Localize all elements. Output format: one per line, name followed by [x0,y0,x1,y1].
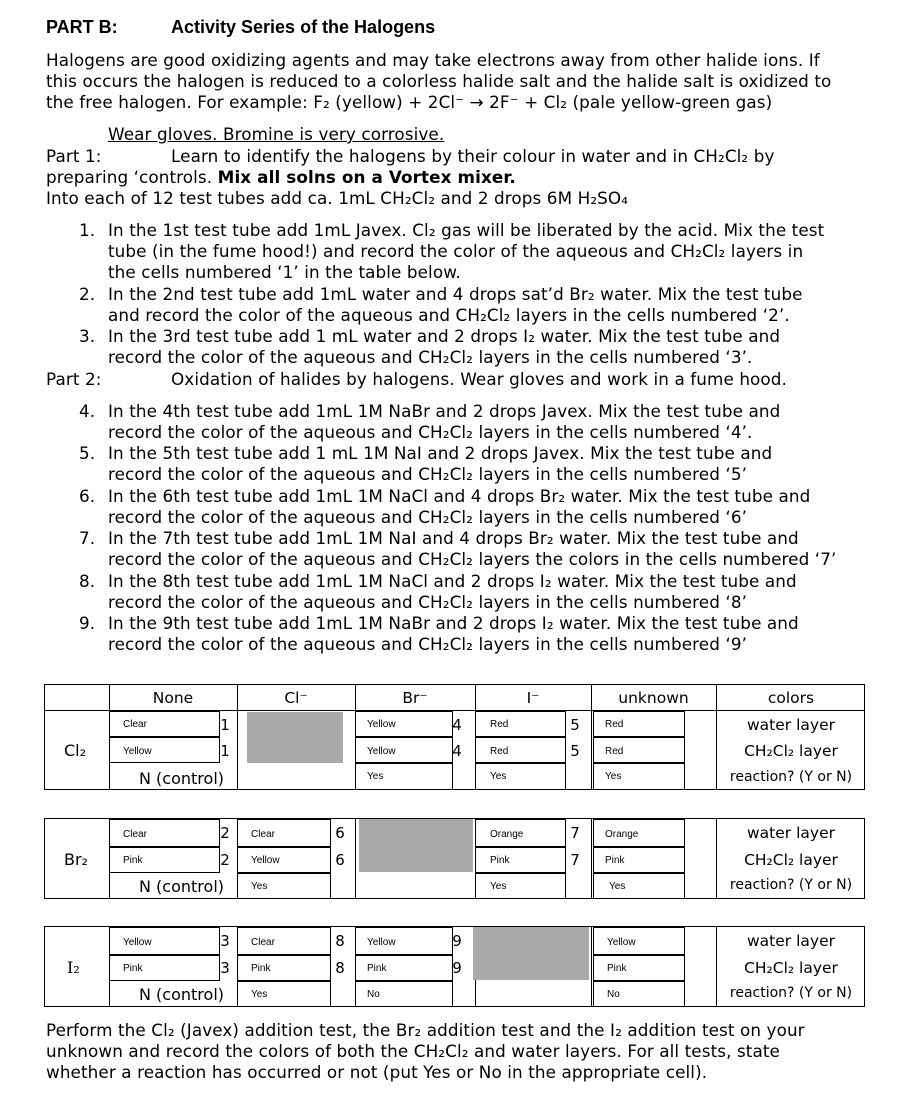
cell-number: 2 [220,824,230,842]
header-colors: colors [767,689,815,707]
cell-value: Yes [605,771,622,782]
control-label: N (control) [139,877,224,896]
step-text: record the color of the aqueous and CH₂Cl₂ layers in the cells numbered ‘3’. [108,347,753,367]
step-text: the cells numbered ‘1’ in the table below. [108,262,461,282]
cell-number: 3 [220,959,230,977]
cell-value: Yes [490,771,507,782]
step-number: 6. [79,486,96,506]
part2-label: Part 2: [46,369,102,389]
cell-value: Yellow [251,855,280,866]
cell-number: 6 [335,824,345,842]
cell-number: 4 [452,716,462,734]
footer-text: Perform the Cl₂ (Javex) addition test, the Br₂ addition test and the I₂ addition test on your [46,1020,805,1040]
step-text: In the 4th test tube add 1mL 1M NaBr and 2 drops Javex. Mix the test tube and [108,401,781,421]
cell-value: Clear [123,829,147,840]
label-reaction: reaction? (Y or N) [729,985,853,1001]
table-br2 [44,818,865,899]
control-label: N (control) [139,985,224,1004]
intro-line: Halogens are good oxidizing agents and may take electrons away from other halide ions. If [46,50,820,70]
intro-line: the free halogen. For example: F₂ (yellow) + 2Cl⁻ → 2F⁻ + Cl₂ (pale yellow-green gas) [46,92,773,112]
cell-value: Yellow [123,937,152,948]
cell-value: Clear [251,937,275,948]
cell-value: Red [605,746,624,757]
unknown-reaction-cell[interactable] [593,873,685,899]
step-text: In the 8th test tube add 1mL 1M NaCl and 2 drops I₂ water. Mix the test tube and [108,571,797,591]
cell-value: Yes [609,881,626,892]
cell-value: Orange [490,829,524,840]
cell-number: 8 [335,932,345,950]
intro-line: this occurs the halogen is reduced to a colorless halide salt and the halide salt is oxidized to [46,71,832,91]
part-label: PART B: [46,17,118,37]
row-label-br2: Br₂ [64,850,88,869]
step-number: 8. [79,571,96,591]
label-reaction: reaction? (Y or N) [729,877,853,893]
part1-text: Into each of 12 test tubes add ca. 1mL CH₂Cl₂ and 2 drops 6M H₂SO₄ [46,188,629,208]
header-unknown: unknown [618,689,689,707]
cell-number: 5 [570,742,580,760]
cell-value: Pink [123,963,143,974]
cell-value: Yellow [607,937,636,948]
cell-value: No [367,989,380,1000]
table-cl2 [44,684,865,790]
step-text: In the 6th test tube add 1mL 1M NaCl and 4 drops Br₂ water. Mix the test tube and [108,486,811,506]
label-water-layer: water layer [747,716,835,734]
label-water-layer: water layer [747,824,835,842]
cell-number: 7 [570,851,580,869]
i-reaction-cell[interactable] [475,873,566,899]
step-text: In the 2nd test tube add 1mL water and 4 drops sat’d Br₂ water. Mix the test tube [108,284,803,304]
warning-text: Wear gloves. Bromine is very corrosive. [108,124,445,144]
i-ch2cl2-cell[interactable] [475,847,566,873]
i-ch2cl2-cell[interactable] [475,737,566,763]
cell-number: 2 [220,851,230,869]
header-none: None [152,689,194,707]
table-i2 [44,926,865,1007]
part1-vortex: Mix all solns on a Vortex mixer. [217,167,516,187]
cell-value: Red [490,746,509,757]
step-number: 1. [79,220,96,240]
cell-value: Pink [367,963,387,974]
part1-text: Learn to identify the halogens by their colour in water and in CH₂Cl₂ by [171,146,775,166]
footer-text: unknown and record the colors of both the CH₂Cl₂ and water layers. For all tests, state [46,1041,780,1061]
part1-label: Part 1: [46,146,102,166]
page-title: Activity Series of the Halogens [171,17,436,37]
control-label: N (control) [139,769,224,788]
cell-value: Red [605,719,624,730]
step-number: 7. [79,528,96,548]
step-text: In the 1st test tube add 1mL Javex. Cl₂ gas will be liberated by the acid. Mix the test [108,220,825,240]
part1-text [46,167,516,188]
cell-number: 4 [452,742,462,760]
label-reaction: reaction? (Y or N) [729,769,853,785]
cell-value: Pink [123,855,143,866]
cell-number: 9 [452,932,462,950]
header-iodide: I⁻ [526,689,540,707]
part1-text-a: preparing ‘controls. [46,167,218,187]
cell-number: 6 [335,851,345,869]
i-water-cell[interactable] [475,711,566,737]
step-text: In the 3rd test tube add 1 mL water and 2 drops I₂ water. Mix the test tube and [108,326,781,346]
cell-value: Yes [490,881,507,892]
grayed-cell [359,819,473,872]
label-ch2cl2-layer: CH₂Cl₂ layer [744,959,838,977]
cell-value: Pink [607,963,627,974]
step-number: 4. [79,401,96,421]
step-text: record the color of the aqueous and CH₂Cl₂ layers in the cells numbered ‘8’ [108,592,748,612]
step-number: 5. [79,443,96,463]
cell-value: Pink [490,855,510,866]
part2-text: Oxidation of halides by halogens. Wear gloves and work in a fume hood. [171,369,787,389]
step-number: 3. [79,326,96,346]
label-water-layer: water layer [747,932,835,950]
cell-value: Yellow [367,937,396,948]
step-text: record the color of the aqueous and CH₂Cl₂ layers in the cells numbered ‘4’. [108,422,753,442]
step-text: record the color of the aqueous and CH₂Cl₂ layers the colors in the cells numbered ‘7’ [108,549,837,569]
row-label-cl2: Cl₂ [64,741,87,760]
cell-number: 1 [220,742,230,760]
cell-value: Yes [251,881,268,892]
cell-value: Orange [605,829,639,840]
label-ch2cl2-layer: CH₂Cl₂ layer [744,851,838,869]
cell-value: No [607,989,620,1000]
step-text: record the color of the aqueous and CH₂Cl₂ layers in the cells numbered ‘5’ [108,464,748,484]
cell-value: Yellow [367,746,396,757]
cell-number: 3 [220,932,230,950]
cell-value: Yes [251,989,268,1000]
header-bromide: Br⁻ [402,689,428,707]
cell-number: 9 [452,959,462,977]
cell-value: Yellow [123,746,152,757]
cell-number: 1 [220,716,230,734]
cell-value: Pink [251,963,271,974]
header-chloride: Cl⁻ [284,689,308,707]
cell-value: Yellow [367,719,396,730]
cell-value: Yes [367,771,384,782]
row-label-i2: I₂ [67,958,80,977]
step-text: tube (in the fume hood!) and record the color of the aqueous and CH₂Cl₂ layers in [108,241,804,261]
label-ch2cl2-layer: CH₂Cl₂ layer [744,742,838,760]
grayed-cell [473,927,589,980]
grayed-cell [247,712,343,763]
cell-number: 5 [570,716,580,734]
cell-value: Red [490,719,509,730]
step-text: In the 5th test tube add 1 mL 1M NaI and 2 drops Javex. Mix the test tube and [108,443,773,463]
step-number: 2. [79,284,96,304]
step-text: In the 9th test tube add 1mL 1M NaBr and 2 drops I₂ water. Mix the test tube and [108,613,799,633]
step-number: 9. [79,613,96,633]
cell-number: 7 [570,824,580,842]
cell-value: Pink [605,855,625,866]
cell-number: 8 [335,959,345,977]
i-reaction-cell[interactable] [475,763,566,790]
cell-value: Clear [251,829,275,840]
footer-text: whether a reaction has occurred or not (put Yes or No in the appropriate cell). [46,1062,708,1082]
step-text: record the color of the aqueous and CH₂Cl₂ layers in the cells numbered ‘9’ [108,634,748,654]
cell-value: Clear [123,719,147,730]
step-text: record the color of the aqueous and CH₂Cl₂ layers in the cells numbered ‘6’ [108,507,748,527]
step-text: and record the color of the aqueous and CH₂Cl₂ layers in the cells numbered ‘2’. [108,305,790,325]
step-text: In the 7th test tube add 1mL 1M NaI and 4 drops Br₂ water. Mix the test tube and [108,528,799,548]
